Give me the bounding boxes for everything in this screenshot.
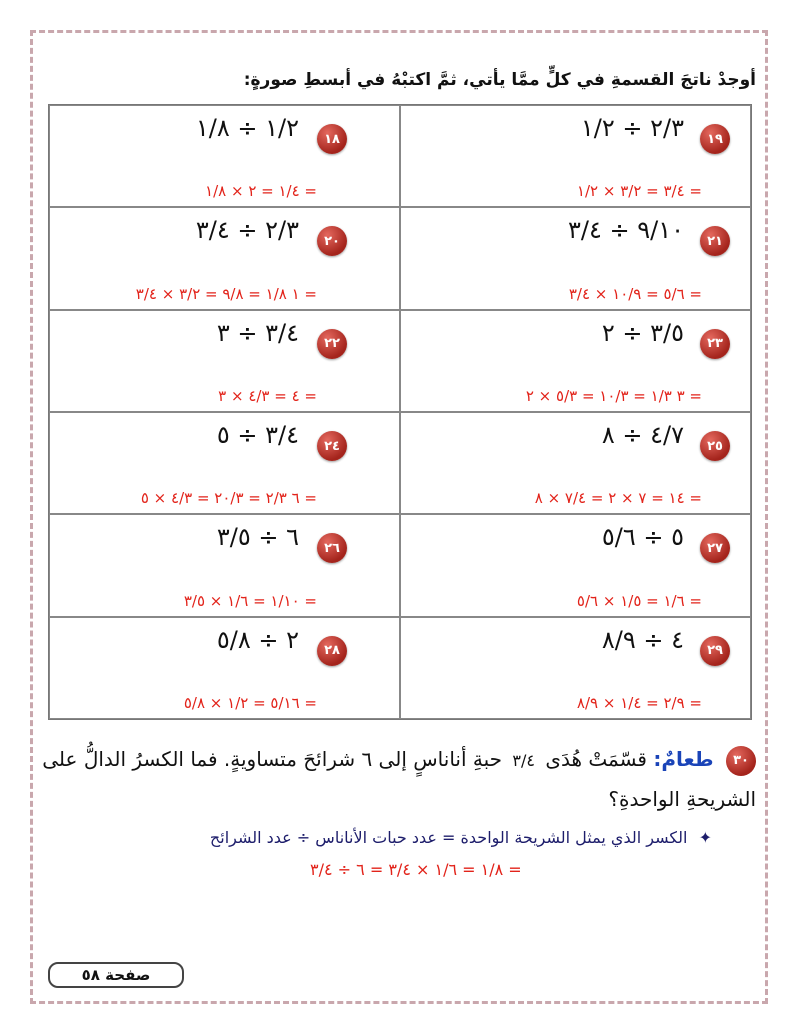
problem-expression: ٦ ÷ ٣/٥ [216, 523, 299, 552]
problem-expression: ٥ ÷ ٥/٦ [601, 523, 684, 552]
problem-expression: ٣/٤ ÷ ٥ [216, 421, 299, 449]
problem-number-badge: ٢٢ [317, 329, 347, 359]
problems-grid [48, 104, 752, 720]
problem-fraction: ٣/٤ [512, 750, 535, 770]
problem-number-badge: ٢٤ [317, 431, 347, 461]
problem-expression: ٢/٣ ÷ ١/٢ [580, 114, 684, 142]
problem-number-badge: ٢٥ [700, 431, 730, 461]
problem-28 [49, 617, 400, 719]
problem-expression: ٣/٥ ÷ ٢ [601, 318, 684, 347]
problem-27 [400, 514, 751, 616]
problem-text-after: حبةِ أناناسٍ إلى ٦ شرائحَ متساويةٍ. فما الكسرُ الدالُّ على الشريحةِ الواحدةِ؟ [42, 747, 756, 811]
problem-number-badge: ١٩ [700, 124, 730, 154]
problem-answer: ٤ = ٤/٣ × ٣ = [218, 387, 317, 405]
problem-29 [400, 617, 751, 719]
instruction-text: أوجدْ ناتجَ القسمةِ في كلٍّ ممَّا يأتي، ثمَّ اكتبْهُ في أبسطِ صورةٍ: [243, 70, 756, 90]
hint-text: الكسر الذي يمثل الشريحة الواحدة = عدد حبات الأناناس ÷ عدد الشرائح [209, 828, 688, 847]
problem-number-badge: ٢١ [700, 226, 730, 256]
diamond-bullet-icon: ✦ [698, 828, 712, 847]
problem-21 [400, 207, 751, 309]
problem-keyword: طعامٌ: [653, 747, 714, 771]
problem-26 [49, 514, 400, 616]
problem-expression: ٣/٤ ÷ ٣ [216, 318, 299, 347]
problem-expression: ٢/٣ ÷ ٣/٤ [195, 216, 299, 245]
problem-number-badge: ١٨ [317, 124, 347, 154]
hint-line [210, 828, 712, 847]
problem-19 [400, 105, 751, 207]
problem-20 [49, 207, 400, 309]
word-problem-30 [36, 740, 756, 818]
problem-answer: ١/٤ = ٢ × ١/٨ = [205, 182, 317, 201]
problem-number-badge: ٢٨ [317, 636, 347, 666]
problem-answer: ١/١٠ = ١/٦ × ٣/٥ = [183, 591, 317, 610]
problem-answer: ٣ ١/٣ = ١٠/٣ = ٥/٣ × ٢ = [525, 387, 702, 405]
problem-expression: ٢ ÷ ٥/٨ [216, 625, 299, 654]
problem-number-badge: ٢٣ [700, 329, 730, 359]
word-problem-answer: ١/٨ = ١/٦ × ٣/٤ = ٦ ÷ ٣/٤ = [310, 860, 522, 879]
problem-expression: ١/٢ ÷ ١/٨ [195, 114, 299, 142]
problem-24 [49, 412, 400, 514]
problem-expression: ٤ ÷ ٨/٩ [601, 625, 684, 654]
problem-number-badge: ٢٠ [317, 226, 347, 256]
problem-answer: ٦ ٢/٣ = ٢٠/٣ = ٤/٣ × ٥ = [140, 489, 317, 508]
problem-number-badge: ٣٠ [726, 746, 756, 776]
problem-number-badge: ٢٦ [317, 533, 347, 563]
problem-22 [49, 310, 400, 412]
problem-answer: ٥/١٦ = ١/٢ × ٥/٨ = [183, 694, 317, 712]
problem-number-badge: ٢٧ [700, 533, 730, 563]
problem-expression: ٩/١٠ ÷ ٣/٤ [567, 216, 684, 245]
problem-answer: ٢/٩ = ١/٤ × ٨/٩ = [576, 694, 702, 712]
problem-18 [49, 105, 400, 207]
problem-answer: ٣/٤ = ٣/٢ × ١/٢ = [576, 182, 702, 201]
problem-answer: ١/٦ = ١/٥ × ٥/٦ = [576, 591, 702, 610]
problem-number-badge: ٢٩ [700, 636, 730, 666]
problem-answer: ١ ١/٨ = ٩/٨ = ٣/٢ × ٣/٤ = [135, 284, 317, 303]
problem-25 [400, 412, 751, 514]
page-number-tab: صفحة ٥٨ [48, 962, 184, 988]
problem-answer: ٥/٦ = ١٠/٩ × ٣/٤ = [568, 284, 702, 303]
problem-text-before: قسّمَتْ هُدَى [545, 747, 647, 771]
problem-expression: ٤/٧ ÷ ٨ [601, 421, 684, 449]
problem-23 [400, 310, 751, 412]
problem-answer: ١٤ = ٧ × ٢ = ٧/٤ × ٨ = [534, 489, 702, 508]
